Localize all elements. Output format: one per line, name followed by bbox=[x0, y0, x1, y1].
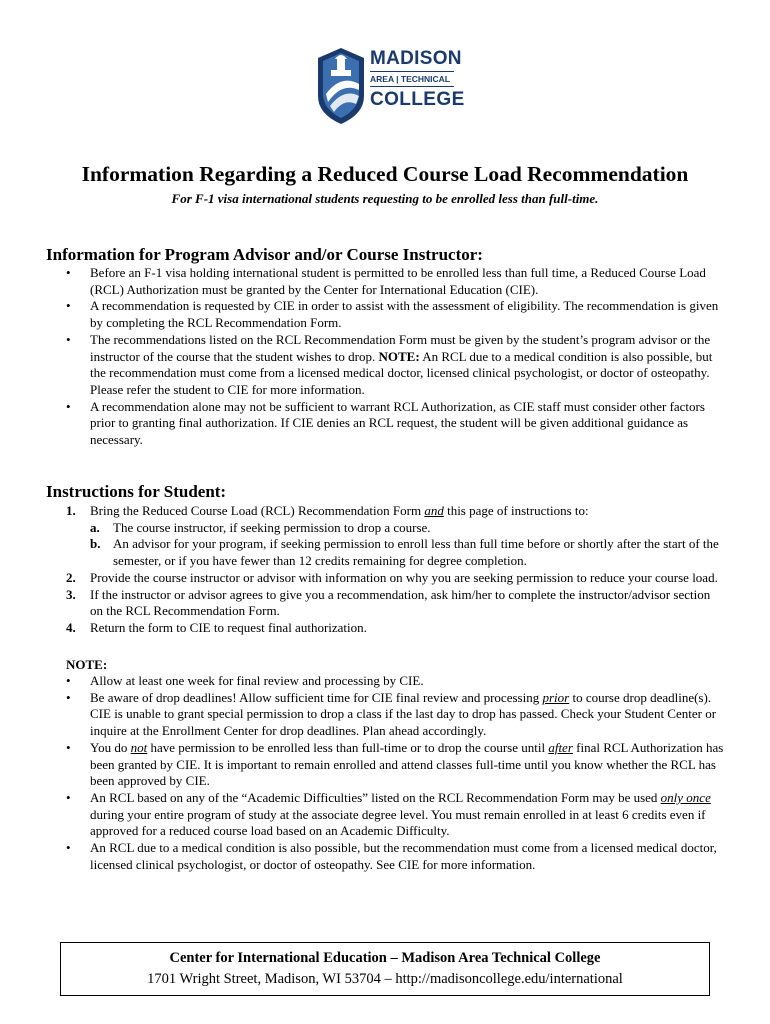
student-steps-list bbox=[66, 503, 726, 637]
list-item: • Allow at least one week for final review and processing by CIE. bbox=[66, 673, 726, 690]
footer-contact-box bbox=[60, 942, 710, 996]
logo-madison-text: MADISON bbox=[370, 48, 462, 69]
list-item: • Before an F-1 visa holding international student is permitted to be enrolled less than full time, a Reduced Course Load (RCL) Authorization must be granted by the Center for International Education (CIE). bbox=[66, 265, 726, 298]
logo-area-technical-text: AREA | TECHNICAL bbox=[370, 71, 454, 87]
note-inline-label: NOTE: bbox=[378, 348, 420, 364]
list-item: • Be aware of drop deadlines! Allow sufficient time for CIE final review and processing prior to course drop deadline(s). CIE is unable to grant special permission to drop a class if the last day to drop has passed. Check your Student Center or inquire at the Enrollment Center for drop deadlines. Plan ahead accordingly. bbox=[66, 690, 726, 740]
sub-list-item: b. An advisor for your program, if seeking permission to enroll less than full time before or shortly after the start of the semester, or if you have fewer than 12 credits remaining for degree completion. bbox=[90, 536, 719, 569]
list-item: • An RCL based on any of the “Academic Difficulties” listed on the RCL Recommendation Form may be used only once during your entire program of study at the associate degree level. You must remain enrolled in at least 6 credits even if approved for a reduced course load based on an Academic Difficulty. bbox=[66, 790, 726, 840]
page-title: Information Regarding a Reduced Course Load Recommendation bbox=[81, 162, 689, 186]
student-notes-list bbox=[66, 673, 726, 873]
college-logo bbox=[316, 44, 465, 126]
list-item: • A recommendation is requested by CIE in order to assist with the assessment of eligibility. The recommendation is given by completing the RCL Recommendation Form. bbox=[66, 298, 726, 331]
logo-college-text: COLLEGE bbox=[370, 89, 465, 110]
page-subtitle: For F-1 visa international students requesting to be enrolled less than full-time. bbox=[171, 191, 599, 206]
list-item: 1. Bring the Reduced Course Load (RCL) Recommendation Form and this page of instructions to: a. The course instructor, if seeking permission to drop a course. b. An advisor for your program, if seeking permission to enroll less than full time before or shortly after the start of the semester, or if you have fewer than 12 credits remaining for degree completion. bbox=[66, 503, 726, 570]
footer-org-name: Center for International Education – Madison Area Technical College bbox=[169, 950, 601, 966]
list-item: • An RCL due to a medical condition is also possible, but the recommendation must come from a licensed medical doctor, licensed clinical psychologist, or doctor of osteopathy. See CIE for more information. bbox=[66, 840, 726, 873]
advisor-info-list bbox=[66, 265, 726, 449]
advisor-section-heading: Information for Program Advisor and/or Course Instructor: bbox=[46, 245, 483, 264]
list-item: • The recommendations listed on the RCL Recommendation Form must be given by the student’s program advisor or the instructor of the course that the student wishes to drop. NOTE: An RCL due to a medical condition is also possible, but the recommendation must come from a licensed medical doctor, licensed clinical psychologist, or doctor of osteopathy. Please refer the student to CIE for more information. bbox=[66, 332, 726, 399]
sub-list-item: a. The course instructor, if seeking permission to drop a course. bbox=[90, 519, 431, 535]
list-item: 2. Provide the course instructor or advisor with information on why you are seeking permission to reduce your course load. bbox=[66, 569, 718, 585]
student-section-heading: Instructions for Student: bbox=[46, 482, 227, 501]
list-item: • You do not have permission to be enrolled less than full-time or to drop the course until after final RCL Authorization has been granted by CIE. It is important to remain enrolled and attend classes full-time until you know whether the RCL has been approved by CIE. bbox=[66, 740, 726, 790]
list-item: • A recommendation alone may not be sufficient to warrant RCL Authorization, as CIE staff must consider other factors prior to granting final authorization. If CIE denies an RCL request, the student will be given additional guidance as necessary. bbox=[66, 399, 726, 449]
list-item: 3. If the instructor or advisor agrees to give you a recommendation, ask him/her to complete the instructor/advisor section on the RCL Recommendation Form. bbox=[66, 586, 711, 619]
footer-address: 1701 Wright Street, Madison, WI 53704 – http://madisoncollege.edu/international bbox=[147, 971, 623, 987]
list-item: 4. Return the form to CIE to request final authorization. bbox=[66, 619, 367, 635]
note-label: NOTE: bbox=[66, 657, 108, 672]
college-crest-icon bbox=[316, 44, 366, 126]
